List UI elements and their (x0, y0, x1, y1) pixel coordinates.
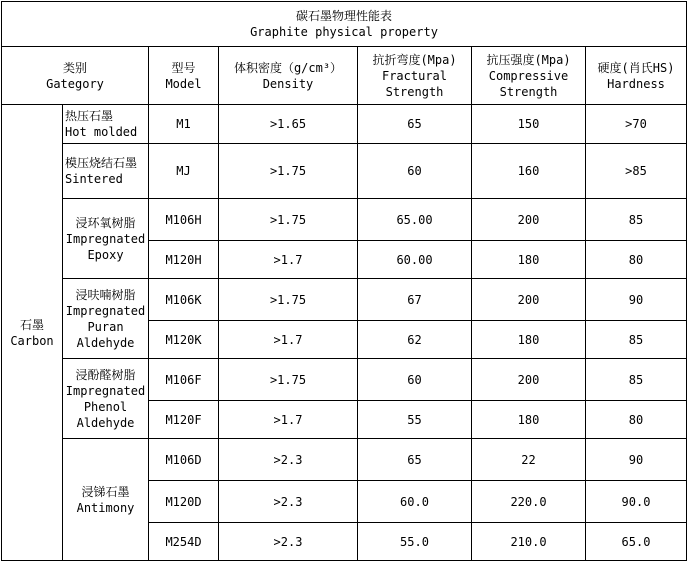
compressive-cell: 220.0 (472, 481, 586, 523)
density-cell: >1.75 (219, 199, 358, 241)
fractural-cell: 60.00 (358, 241, 472, 279)
header-model-en: Model (165, 76, 202, 91)
subgroup-en: Sintered (65, 172, 123, 186)
table-row (2, 199, 687, 241)
density-cell: >1.7 (219, 241, 358, 279)
density-cell: >1.75 (219, 279, 358, 321)
title-en: Graphite physical property (250, 25, 438, 39)
fractural-cell: 55 (358, 401, 472, 439)
header-density-en: Density (262, 76, 314, 91)
model-cell: M120F (149, 401, 219, 439)
table-title (2, 2, 687, 47)
subgroup-cn: 浸呋喃树脂 (75, 287, 136, 302)
compressive-cell: 180 (472, 321, 586, 359)
header-density-cn: 体积密度（g/cm³） (233, 60, 343, 75)
header-hardness (586, 47, 687, 105)
hardness-cell: 90.0 (586, 481, 687, 523)
subgroup-puran (63, 279, 149, 359)
model-cell: MJ (149, 144, 219, 199)
compressive-cell: 200 (472, 199, 586, 241)
hardness-cell: 85 (586, 199, 687, 241)
hardness-cell: 90 (586, 279, 687, 321)
header-category (2, 47, 149, 105)
subgroup-en1: Impregnated (65, 231, 146, 246)
subgroup-en2: Epoxy (87, 247, 124, 262)
subgroup-sintered (63, 144, 149, 199)
fractural-cell: 65.00 (358, 199, 472, 241)
category-cn: 石墨 (19, 317, 44, 332)
header-category-cn: 类别 (62, 60, 87, 75)
fractural-cell: 65 (358, 439, 472, 481)
density-cell: >1.7 (219, 321, 358, 359)
compressive-cell: 160 (472, 144, 586, 199)
header-hardness-en: Hardness (607, 76, 665, 91)
subgroup-en2: Phenol (83, 399, 128, 414)
header-fractural-en1: Fractural (381, 68, 448, 83)
header-compressive-cn: 抗压强度(Mpa) (486, 52, 571, 67)
compressive-cell: 180 (472, 241, 586, 279)
category-cell (2, 105, 63, 561)
hardness-cell: >70 (586, 105, 687, 144)
graphite-property-table (1, 1, 687, 561)
compressive-cell: 200 (472, 359, 586, 401)
model-cell: M254D (149, 523, 219, 561)
subgroup-en: Antimony (76, 500, 135, 515)
header-compressive-en1: Compressive (488, 68, 569, 83)
table-row (2, 439, 687, 481)
subgroup-cn: 热压石墨 (65, 109, 114, 123)
subgroup-cn: 模压烧结石墨 (65, 156, 138, 170)
hardness-cell: 65.0 (586, 523, 687, 561)
hardness-cell: 85 (586, 321, 687, 359)
header-model (149, 47, 219, 105)
fractural-cell: 55.0 (358, 523, 472, 561)
subgroup-en: Hot molded (65, 125, 138, 139)
density-cell: >1.75 (219, 359, 358, 401)
compressive-cell: 200 (472, 279, 586, 321)
fractural-cell: 60.0 (358, 481, 472, 523)
density-cell: >1.7 (219, 401, 358, 439)
model-cell: M120H (149, 241, 219, 279)
model-cell: M106D (149, 439, 219, 481)
subgroup-cn: 浸环氧树脂 (75, 215, 136, 230)
density-cell: >2.3 (219, 523, 358, 561)
category-en: Carbon (10, 333, 54, 348)
header-model-cn: 型号 (171, 60, 196, 75)
compressive-cell: 22 (472, 439, 586, 481)
fractural-cell: 60 (358, 144, 472, 199)
header-category-en: Gategory (46, 76, 104, 91)
subgroup-phenol (63, 359, 149, 439)
table-row (2, 359, 687, 401)
density-cell: >1.75 (219, 144, 358, 199)
subgroup-cn: 浸酚醛树脂 (75, 367, 136, 382)
compressive-cell: 150 (472, 105, 586, 144)
model-cell: M1 (149, 105, 219, 144)
table-row (2, 144, 687, 199)
fractural-cell: 67 (358, 279, 472, 321)
header-fractural-cn: 抗折弯度(Mpa) (372, 52, 457, 67)
model-cell: M120K (149, 321, 219, 359)
density-cell: >2.3 (219, 439, 358, 481)
subgroup-en3: Aldehyde (76, 415, 135, 430)
header-hardness-cn: 硬度(肖氏HS) (597, 60, 675, 75)
title-cn: 碳石墨物理性能表 (296, 9, 393, 23)
subgroup-epoxy (63, 199, 149, 279)
density-cell: >2.3 (219, 481, 358, 523)
model-cell: M120D (149, 481, 219, 523)
header-fractural (358, 47, 472, 105)
fractural-cell: 60 (358, 359, 472, 401)
header-compressive (472, 47, 586, 105)
hardness-cell: 85 (586, 359, 687, 401)
subgroup-en1: Impregnated (65, 383, 146, 398)
hardness-cell: 80 (586, 401, 687, 439)
model-cell: M106K (149, 279, 219, 321)
density-cell: >1.65 (219, 105, 358, 144)
hardness-cell: >85 (586, 144, 687, 199)
header-fractural-en2: Strength (385, 84, 444, 99)
model-cell: M106F (149, 359, 219, 401)
subgroup-en1: Impregnated (65, 303, 146, 318)
subgroup-en3: Aldehyde (76, 335, 135, 350)
compressive-cell: 210.0 (472, 523, 586, 561)
fractural-cell: 65 (358, 105, 472, 144)
compressive-cell: 180 (472, 401, 586, 439)
model-cell: M106H (149, 199, 219, 241)
subgroup-hot-molded (63, 105, 149, 144)
subgroup-en2: Puran (87, 319, 124, 334)
subgroup-antimony (63, 439, 149, 561)
table-row (2, 105, 687, 144)
hardness-cell: 90 (586, 439, 687, 481)
header-compressive-en2: Strength (499, 84, 558, 99)
header-density (219, 47, 358, 105)
hardness-cell: 80 (586, 241, 687, 279)
table-row (2, 279, 687, 321)
subgroup-cn: 浸锑石墨 (81, 484, 130, 499)
fractural-cell: 62 (358, 321, 472, 359)
